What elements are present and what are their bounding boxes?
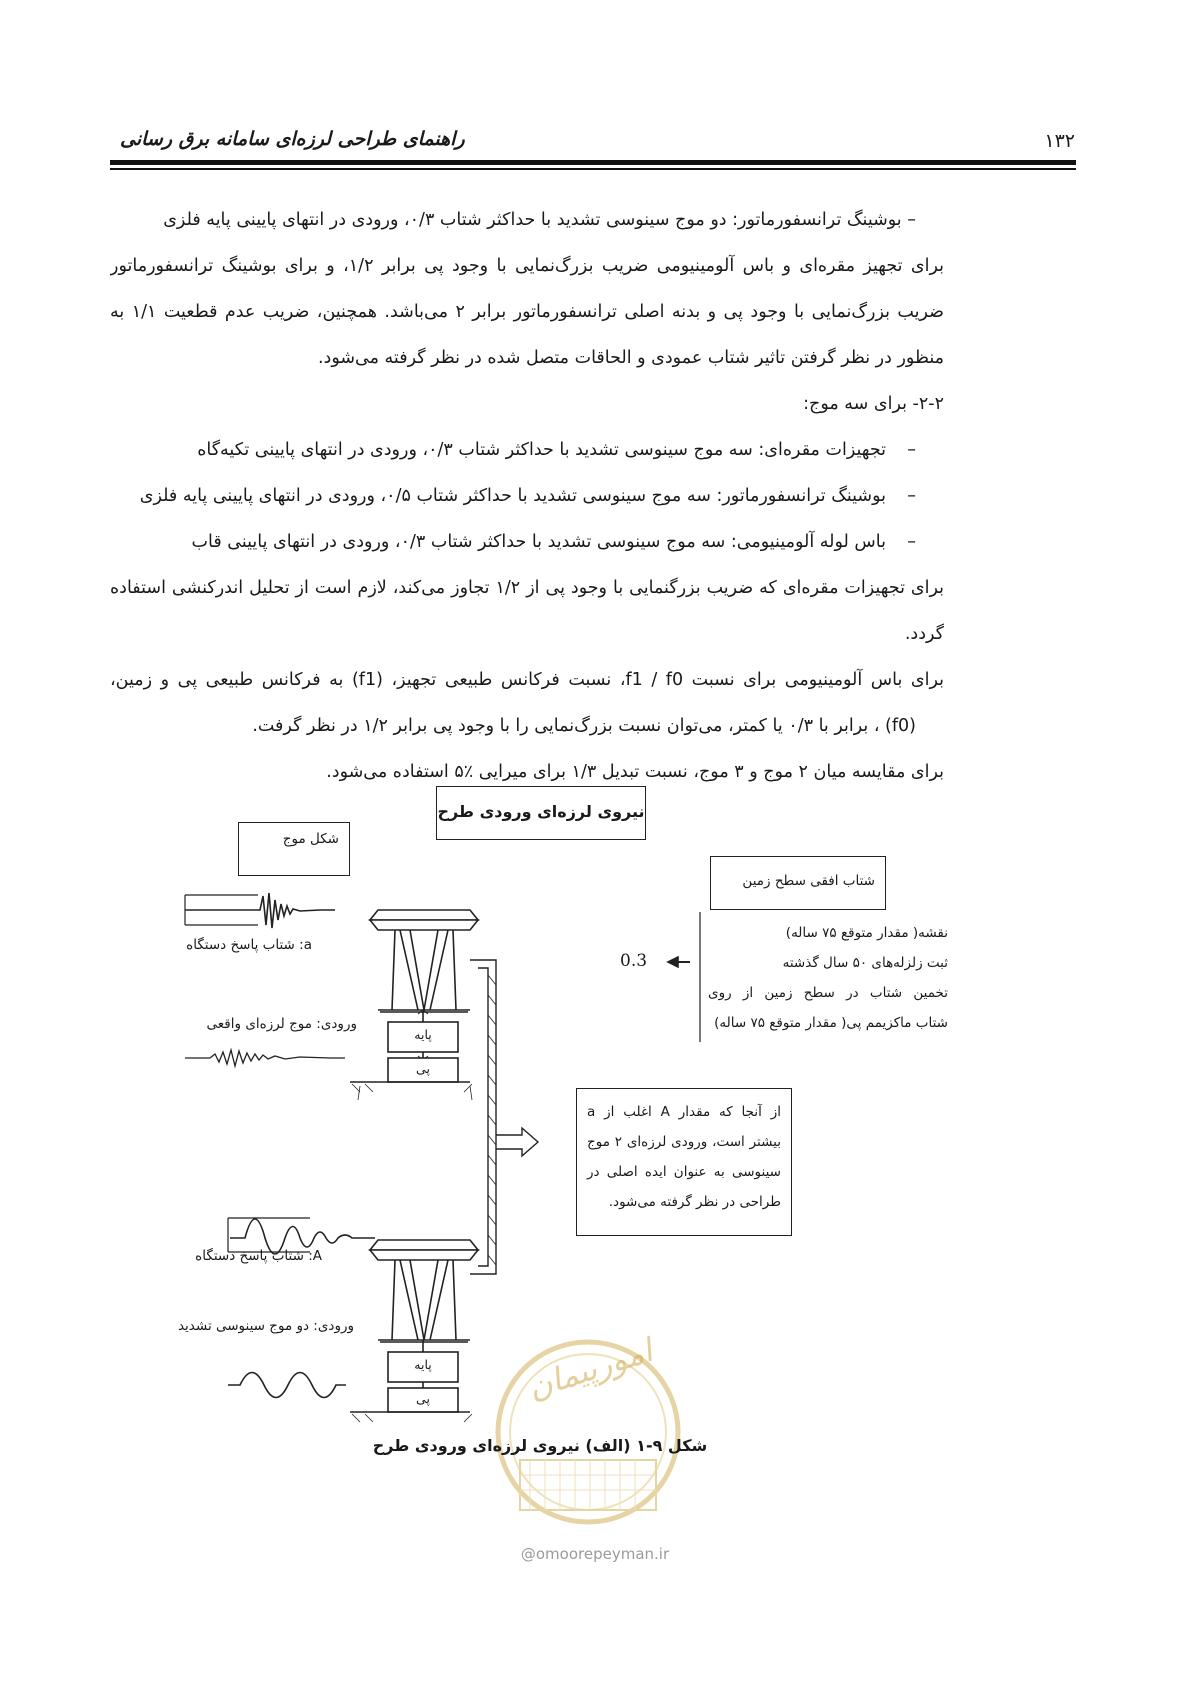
watermark-url: @omoorepeyman.ir [520,1545,670,1563]
ground-note-line: نقشه( مقدار متوقع ۷۵ ساله) [785,925,948,941]
real-seismic-waveform [185,1050,345,1066]
figure-caption: شکل ۹-۱ (الف) نیروی لرزه‌ای ورودی طرح [372,1436,708,1455]
explanation-note-box [576,1088,792,1236]
label-response-a: a: شتاب پاسخ دستگاه [186,937,312,953]
waveform-box: شکل موج [238,822,350,876]
ground-note-line: ثبت زلزله‌های ۵۰ سال گذشته [782,955,948,971]
note-line: بیشتر است، ورودی لرزه‌ای ۲ موج [587,1134,781,1150]
note-line: طراحی در نظر گرفته می‌شود. [608,1194,781,1210]
note-line: از آنجا که مقدار A اغلب از a [587,1104,781,1120]
paragraph-line: – بوشینگ ترانسفورماتور: دو موج سینوسی تشدید با حداکثر شتاب ۰/۳، ورودی در انتهای پایینی پایه فلزی [163,210,916,230]
paragraph-line: برای تجهیزات مقره‌ای که ضریب بزرگنمایی با وجود پی از ۱/۲ تجاوز می‌کند، لازم است از تحلیل اندرکنشی استفاده [110,578,944,598]
paragraph-line: برای تجهیز مقره‌ای و باس آلومینیومی ضریب بزرگ‌نمایی با وجود پی برابر ۱/۲، و برای بوشینگ ترانسفورماتور [110,256,944,276]
connector-bracket [470,960,496,1274]
ground-notes [708,918,948,1038]
label-input-sine-wave: ورودی: دو موج سینوسی تشدید [177,1318,354,1334]
ground-acceleration-box: شتاب افقی سطح زمین [710,856,886,910]
paragraph-line: ضریب بزرگ‌نمایی با وجود پی و بدنه اصلی ترانسفورماتور برابر ۲ می‌باشد. همچنین، ضریب عدم قطعیت ۱/۱ به [110,302,944,322]
response-waveform-a [185,893,335,928]
figure-title-box: نیروی لرزه‌ای ورودی طرح [436,786,646,840]
ground-note-line: شتاب ماکزیمم پی( مقدار متوقع ۷۵ ساله) [714,1015,948,1031]
bullet-text: تجهیزات مقره‌ای: سه موج سینوسی تشدید با حداکثر شتاب ۰/۳، ورودی در انتهای پایینی تکیه‌گاه [197,440,886,460]
section-heading: ۲-۲- برای سه موج: [803,394,944,414]
paragraph-line: برای مقایسه میان ۲ موج و ۳ موج، نسبت تبدیل ۱/۳ برای میرایی ٪۵ استفاده می‌شود. [326,762,944,782]
lower-base-label: پایه [414,1357,432,1372]
paragraph-line: (f0) ، برابر با ۰/۳ یا کمتر، می‌توان نسبت بزرگ‌نمایی را با وجود پی برابر ۱/۲ در نظر گرفت. [252,716,916,736]
watermark-logo-text: امورپیمان [523,1331,657,1407]
bullet-text: باس لوله آلومینیومی: سه موج سینوسی تشدید با حداکثر شتاب ۰/۳، ورودی در انتهای پایینی قاب [191,532,886,552]
paragraph-line: برای باس آلومینیومی برای نسبت f1 / f0، نسبت فرکانس طبیعی تجهیز، (f1) به فرکانس طبیعی پی و زمین، [110,670,944,690]
upper-base-label: پایه [414,1027,432,1042]
value-0.3: 0.3 [620,951,648,971]
ground-note-line: تخمین شتاب در سطح زمین از روی [708,985,948,1001]
dash-bullet: – [907,440,916,460]
two-sine-wave [228,1373,346,1398]
dash-bullet: – [907,486,916,506]
paragraph-line: گردد. [904,624,944,644]
label-response-A: A: شتاب پاسخ دستگاه [195,1248,322,1264]
running-header-title: راهنمای طراحی لرزه‌ای سامانه برق رسانی [120,128,465,150]
label-input-real-wave: ورودی: موج لرزه‌ای واقعی [206,1016,357,1032]
upper-foundation-label: پی [416,1061,430,1076]
note-line: سینوسی به عنوان ایده اصلی در [587,1164,781,1180]
dash-bullet: – [907,532,916,552]
bullet-text: بوشینگ ترانسفورماتور: سه موج سینوسی تشدید با حداکثر شتاب ۰/۵، ورودی در انتهای پایینی پایه فلزی [139,486,886,506]
paragraph-line: منظور در نظر گرفتن تاثیر شتاب عمودی و الحاقات متصل شده در نظر گرفته می‌شود. [317,348,944,368]
page-number: ۱۳۲ [1044,130,1075,152]
lower-foundation-label: پی [416,1391,430,1406]
hollow-arrow-icon [496,1128,538,1156]
